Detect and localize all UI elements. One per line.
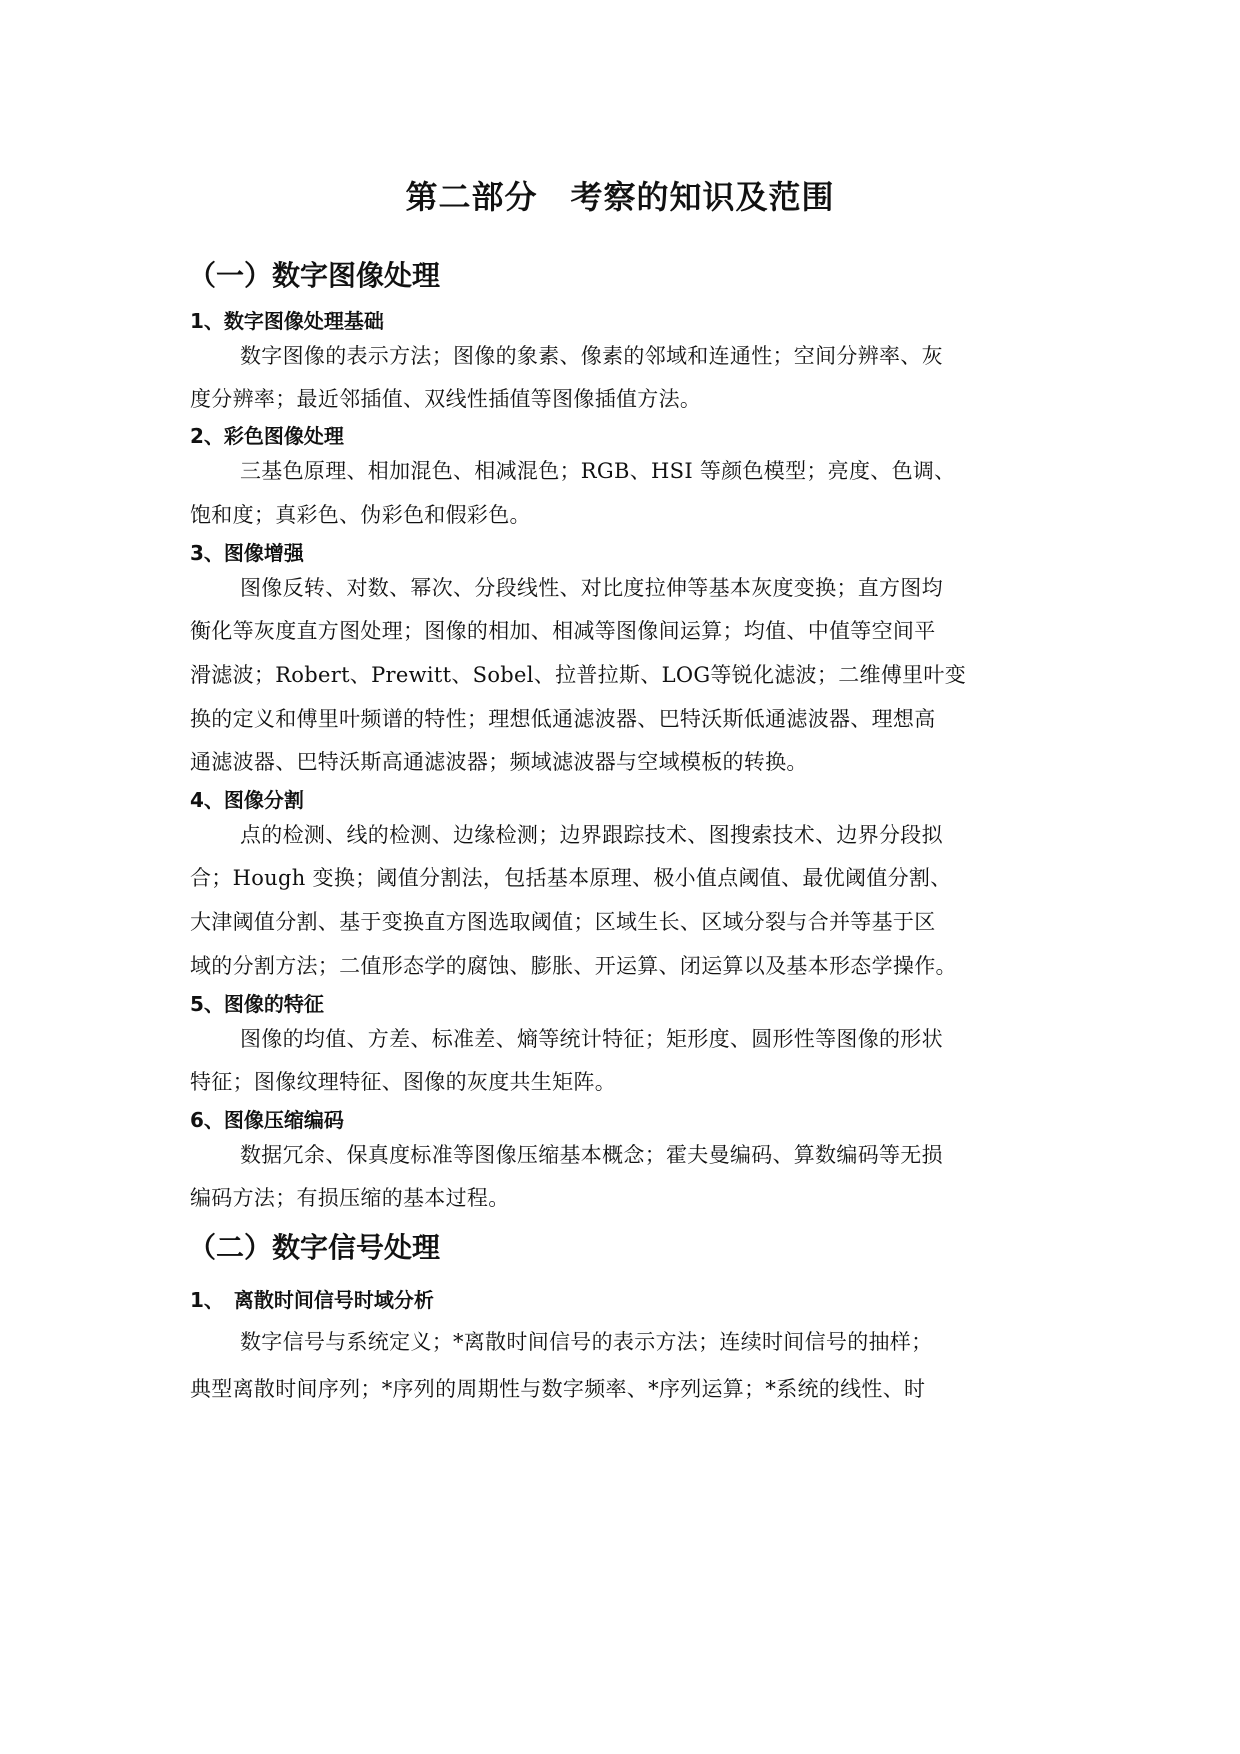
paragraph-line: 点的检测、线的检测、边缘检测；边界跟踪技术、图搜索技术、边界分段拟 [240,823,943,847]
paragraph-line: 度分辨率；最近邻插值、双线性插值等图像插值方法。 [190,387,702,411]
paragraph-line: 特征；图像纹理特征、图像的灰度共生矩阵。 [190,1070,616,1094]
paragraph-line: 衡化等灰度直方图处理；图像的相加、相减等图像间运算；均值、中值等空间平 [190,619,936,643]
subsection-heading: 5、图像的特征 [190,992,324,1016]
paragraph-line: 饱和度；真彩色、伪彩色和假彩色。 [190,503,531,527]
section-heading-signal-processing: （二）数字信号处理 [188,1231,441,1264]
paragraph-line: 图像反转、对数、幂次、分段线性、对比度拉伸等基本灰度变换；直方图均 [240,576,943,600]
paragraph-line: 图像的均值、方差、标准差、熵等统计特征；矩形度、圆形性等图像的形状 [240,1027,943,1051]
subsection-heading: 2、彩色图像处理 [190,424,344,448]
paragraph-line: 通滤波器、巴特沃斯高通滤波器；频域滤波器与空域模板的转换。 [190,750,808,774]
paragraph-line: 大津阈值分割、基于变换直方图选取阈值；区域生长、区域分裂与合并等基于区 [190,910,936,934]
paragraph-line: 数字信号与系统定义；*离散时间信号的表示方法；连续时间信号的抽样； [240,1330,933,1354]
paragraph-line: 数据冗余、保真度标准等图像压缩基本概念；霍夫曼编码、算数编码等无损 [240,1143,943,1167]
paragraph-line: 域的分割方法；二值形态学的腐蚀、膨胀、开运算、闭运算以及基本形态学操作。 [190,954,957,978]
subsection-heading: 3、图像增强 [190,541,304,565]
paragraph-line: 换的定义和傅里叶频谱的特性；理想低通滤波器、巴特沃斯低通滤波器、理想高 [190,707,936,731]
section-heading-image-processing: （一）数字图像处理 [188,259,441,292]
paragraph-line: 三基色原理、相加混色、相减混色；RGB、HSI 等颜色模型；亮度、色调、 [240,459,956,483]
paragraph-line: 编码方法；有损压缩的基本过程。 [190,1186,510,1210]
paragraph-line: 典型离散时间序列；*序列的周期性与数字频率、*序列运算；*系统的线性、时 [190,1377,926,1401]
subsection-heading: 4、图像分割 [190,788,304,812]
page-title: 第二部分 考察的知识及范围 [405,178,835,216]
subsection-heading: 6、图像压缩编码 [190,1108,344,1132]
paragraph-line: 滑滤波；Robert、Prewitt、Sobel、拉普拉斯、LOG等锐化滤波；二维傅里叶变 [190,663,967,687]
paragraph-line: 数字图像的表示方法；图像的象素、像素的邻域和连通性；空间分辨率、灰 [240,344,943,368]
paragraph-line: 合；Hough 变换；阈值分割法，包括基本原理、极小值点阈值、最优阈值分割、 [190,866,952,890]
subsection-heading: 1、 离散时间信号时域分析 [190,1288,434,1312]
subsection-heading: 1、数字图像处理基础 [190,309,384,333]
